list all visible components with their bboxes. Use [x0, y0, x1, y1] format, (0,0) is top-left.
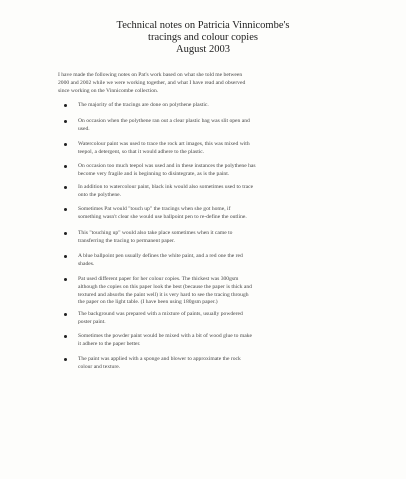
bullet-dot-icon — [64, 165, 67, 168]
bullet-line: the paper on the light table. (I have been using 180gsm paper.) — [78, 299, 218, 306]
bullet-line: shades. — [78, 260, 95, 267]
bullet-dot-icon — [64, 255, 67, 258]
bullet-text — [78, 230, 368, 246]
bullet-text — [78, 206, 368, 222]
bullet-line: The paint was applied with a sponge and blower to approximate the rock — [78, 356, 241, 362]
bullet-dot-icon — [64, 278, 67, 281]
bullet-line: Sometimes Pat would "touch up" the tracings when she got home, if — [78, 206, 231, 212]
intro-line: I have made the following notes on Pat's work based on what she told me between — [58, 72, 243, 78]
bullet-dot-icon — [64, 358, 67, 361]
bullet-line: transferring the tracing to permanent paper. — [78, 237, 175, 244]
bullet-dot-icon — [64, 335, 67, 338]
title-line-3: August 2003 — [176, 44, 230, 55]
bullet-dot-icon — [64, 120, 67, 123]
bullet-line: On occasion too much teepol was used and in these instances the polythene has — [78, 163, 256, 169]
title-line-2: tracings and colour copies — [148, 32, 258, 43]
bullet-dot-icon — [64, 208, 67, 211]
bullet-text — [78, 118, 368, 134]
bullet-line: The background was prepared with a mixture of paints, usually powdered — [78, 311, 243, 317]
intro-line: 2000 and 2002 while we were working together, and what I have read and observed — [58, 79, 246, 86]
bullet-line: In addition to watercolour paint, black ink would also sometimes used to trace — [78, 184, 254, 190]
bullet-line: Sometimes the powder paint would be mixed with a bit of wood glue to make — [78, 333, 252, 339]
bullet-line: A blue ballpoint pen usually defines the white paint, and a red one the red — [78, 253, 243, 259]
bullet-line: Pat used different paper for her colour copies. The thickest was 300gsm — [78, 276, 239, 282]
bullet-line: On occasion when the polythene ran out a clear plastic bag was slit open and — [78, 118, 250, 124]
title-line-1: Technical notes on Patricia Vinnicombe's — [116, 20, 290, 31]
bullet-line: become very fragile and is beginning to disintegrate, as is the paint. — [78, 170, 230, 177]
bullet-line: colour and texture. — [78, 363, 121, 370]
bullet-text — [78, 356, 368, 372]
bullet-line: something wasn't clear she would use ballpoint pen to re-define the outline. — [78, 213, 247, 220]
bullet-line: The majority of the tracings are done on polythene plastic. — [78, 102, 209, 108]
bullet-line: textured and absorbs the paint well) it is very hard to see the tracing through — [78, 291, 249, 298]
bullet-line: poster paint. — [78, 318, 106, 325]
bullet-dot-icon — [64, 313, 67, 316]
bullet-line: Watercolour paint was used to trace the rock art images, this was mixed with — [78, 141, 250, 147]
bullet-line: although the copies on this paper look the best (because the paper is thick and — [78, 283, 252, 290]
bullet-line: onto the polythene. — [78, 191, 122, 198]
intro-paragraph — [58, 72, 358, 95]
bullet-text — [78, 141, 368, 157]
bullet-text — [78, 253, 368, 269]
bullet-text — [78, 276, 368, 307]
intro-line: since working on the Vinnicombe collection. — [58, 87, 159, 94]
bullet-line: it adhere to the paper better. — [78, 340, 141, 347]
document-title — [0, 20, 406, 56]
bullet-text — [78, 184, 368, 200]
bullet-text — [78, 333, 368, 349]
bullet-dot-icon — [64, 104, 67, 107]
bullet-dot-icon — [64, 186, 67, 189]
bullet-text — [78, 163, 368, 179]
bullet-line: This "touching up" would also take place sometimes when it came to — [78, 230, 233, 236]
bullet-text — [78, 102, 368, 110]
bullet-dot-icon — [64, 143, 67, 146]
bullet-dot-icon — [64, 232, 67, 235]
bullet-line: used. — [78, 125, 90, 132]
bullet-text — [78, 311, 368, 327]
bullet-line: teepol, a detergent, so that it would adhere to the plastic. — [78, 148, 205, 155]
